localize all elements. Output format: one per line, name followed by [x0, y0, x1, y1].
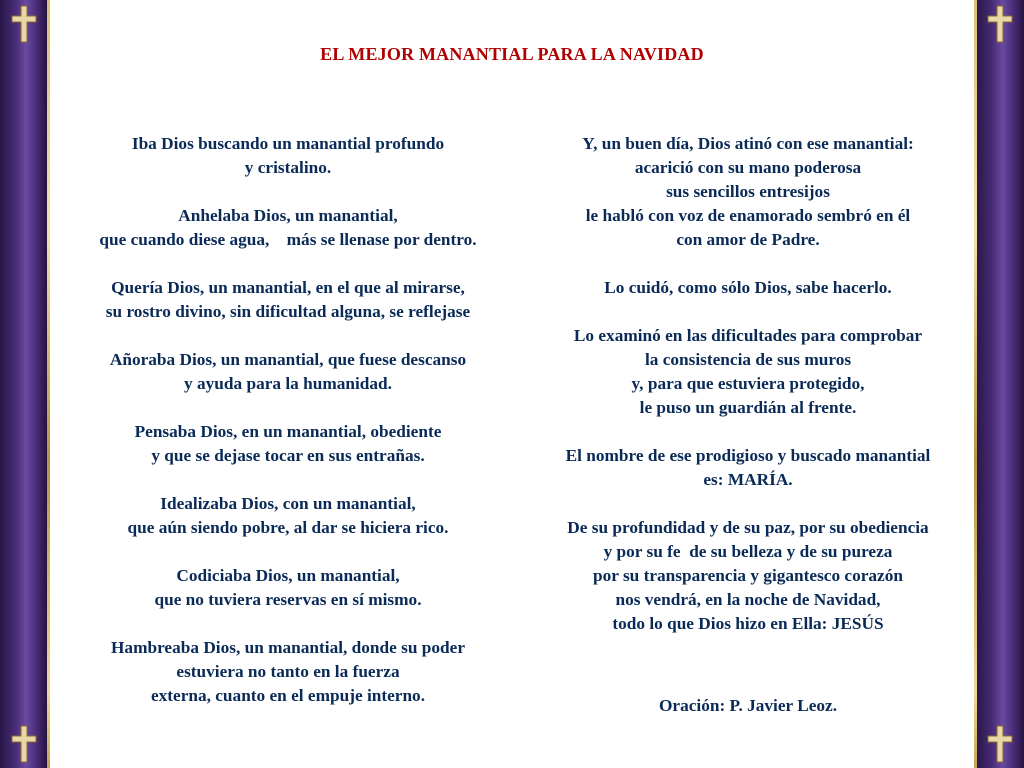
poem-line: por su transparencia y gigantesco corazón — [593, 566, 903, 585]
poem-line: con amor de Padre. — [676, 230, 820, 249]
poem-line: y que se dejase tocar en sus entrañas. — [151, 446, 425, 465]
poem-line: la consistencia de sus muros — [644, 350, 852, 369]
poem-line: Y, un buen día, Dios atinó con ese manantial: — [582, 134, 914, 153]
cross-icon — [9, 724, 39, 764]
poem-line: El nombre de ese prodigioso y buscado manantial — [565, 446, 931, 465]
poem-line: Hambreaba Dios, un manantial, donde su poder — [110, 638, 466, 657]
poem-line: Iba Dios buscando un manantial profundo — [131, 134, 445, 153]
poem-line: Anhelaba Dios, un manantial, — [178, 206, 398, 225]
poem-line: es: MARÍA. — [703, 470, 793, 489]
stanza — [50, 420, 526, 468]
stanza — [528, 324, 968, 420]
poem-line: De su profundidad y de su paz, por su obediencia — [567, 518, 929, 537]
poem-line: estuviera no tanto en la fuerza — [176, 662, 400, 681]
right-gold-edge — [974, 0, 977, 768]
poem-line: nos vendrá, en la noche de Navidad, — [615, 590, 881, 609]
stanza — [50, 564, 526, 612]
cross-icon — [985, 4, 1015, 44]
stanza — [528, 132, 968, 252]
poem-line: que aún siendo pobre, al dar se hiciera rico. — [127, 518, 449, 537]
stanza — [50, 348, 526, 396]
poem-line: Lo examinó en las dificultades para comprobar — [573, 326, 923, 345]
prayer-credit: Oración: P. Javier Leoz. — [658, 696, 838, 715]
poem-line: Pensaba Dios, en un manantial, obediente — [134, 422, 442, 441]
stanza — [50, 276, 526, 324]
document-page — [50, 0, 974, 768]
poem-line: que cuando diese agua, más se llenase por dentro. — [99, 230, 477, 249]
poem-line: externa, cuanto en el empuje interno. — [150, 686, 426, 705]
poem-line: Quería Dios, un manantial, en el que al mirarse, — [111, 278, 465, 297]
poem-line: sus sencillos entresijos — [666, 182, 830, 201]
poem-line: Idealizaba Dios, con un manantial, — [160, 494, 416, 513]
poem-line: su rostro divino, sin dificultad alguna, se reflejase — [105, 302, 471, 321]
poem-line: y, para que estuviera protegido, — [631, 374, 865, 393]
poem-line: le puso un guardián al frente. — [639, 398, 857, 417]
cross-icon — [985, 724, 1015, 764]
poem-line: y por su fe de su belleza y de su pureza — [603, 542, 893, 561]
poem-line: todo lo que Dios hizo en Ella: JESÚS — [612, 614, 884, 633]
page-title: EL MEJOR MANANTIAL PARA LA NAVIDAD — [320, 44, 704, 64]
poem-line: Codiciaba Dios, un manantial, — [176, 566, 400, 585]
left-decorative-band — [0, 0, 47, 768]
stanza — [528, 516, 968, 636]
right-poem-column — [528, 132, 968, 660]
stanza — [50, 204, 526, 252]
stanza — [50, 132, 526, 180]
stanza — [50, 636, 526, 708]
stanza — [528, 276, 968, 300]
stanza — [528, 444, 968, 492]
left-poem-column — [50, 132, 526, 732]
cross-icon — [9, 4, 39, 44]
poem-line: que no tuviera reservas en sí mismo. — [154, 590, 422, 609]
right-decorative-band — [977, 0, 1024, 768]
poem-line: le habló con voz de enamorado sembró en él — [585, 206, 911, 225]
poem-line: y ayuda para la humanidad. — [184, 374, 392, 393]
poem-line: acarició con su mano poderosa — [634, 158, 862, 177]
poem-line: Añoraba Dios, un manantial, que fuese descanso — [109, 350, 467, 369]
stanza — [50, 492, 526, 540]
poem-line: Lo cuidó, como sólo Dios, sabe hacerlo. — [604, 278, 892, 297]
poem-line: y cristalino. — [244, 158, 332, 177]
